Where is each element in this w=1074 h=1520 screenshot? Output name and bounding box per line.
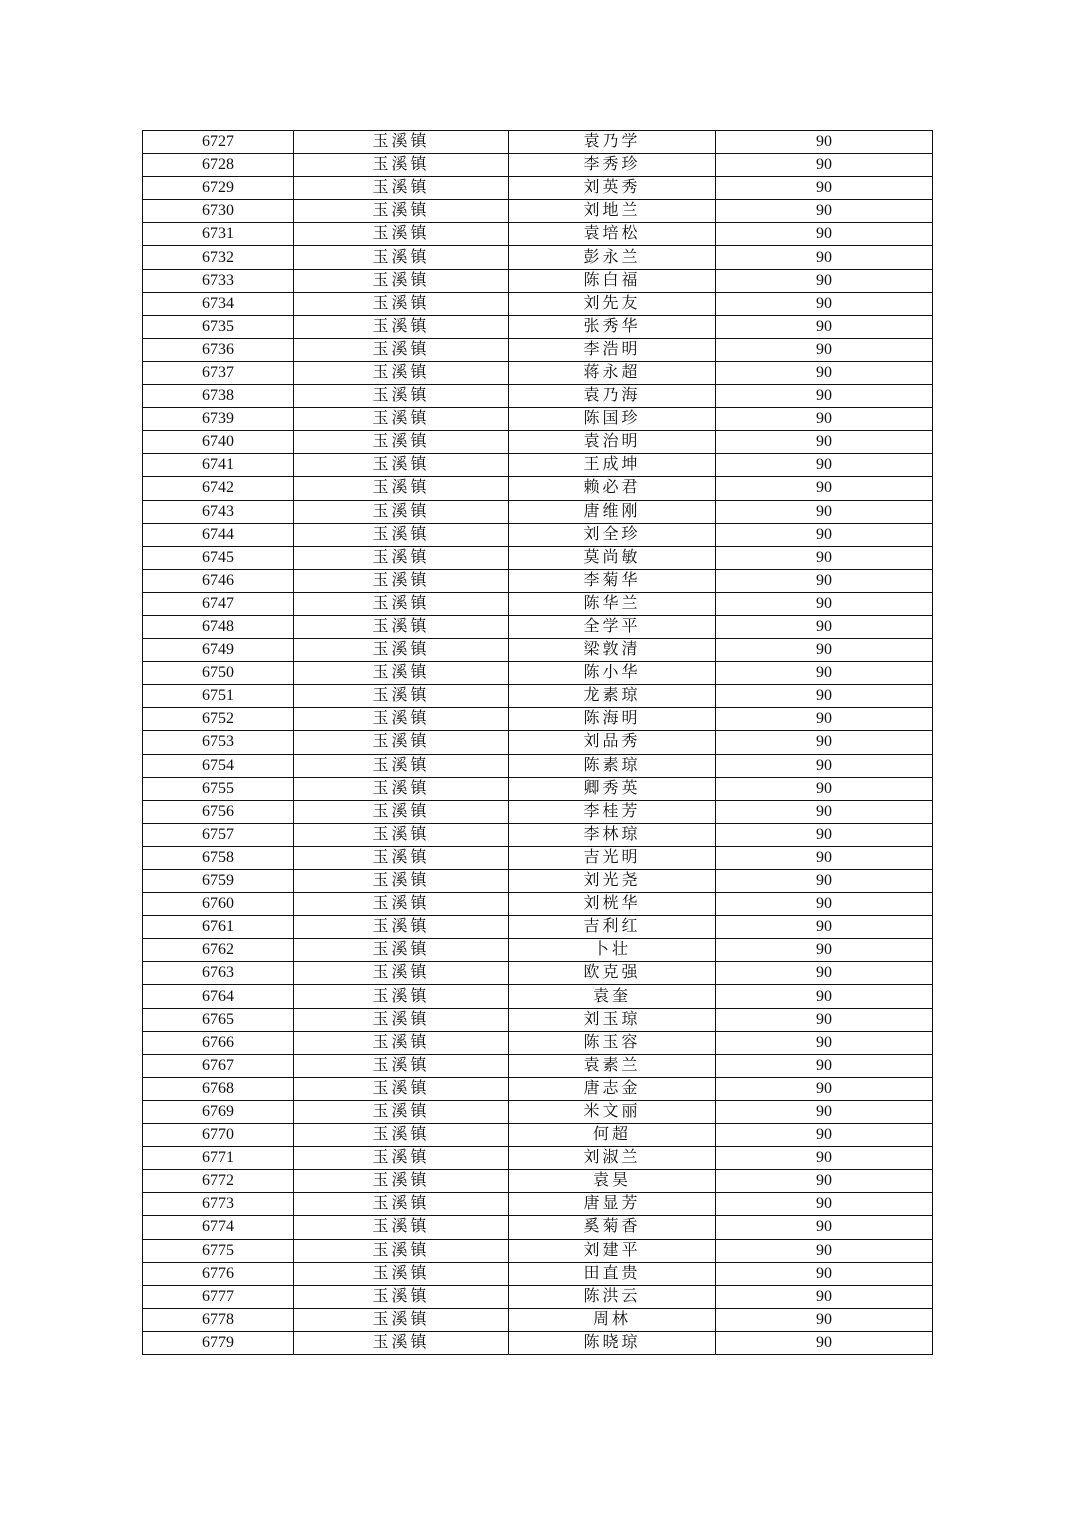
- town-cell: 玉溪镇: [294, 177, 509, 200]
- amount-cell: 90: [716, 500, 933, 523]
- row-number-cell: 6740: [143, 431, 294, 454]
- town-cell: 玉溪镇: [294, 962, 509, 985]
- row-number-cell: 6760: [143, 893, 294, 916]
- row-number-cell: 6754: [143, 754, 294, 777]
- town-cell: 玉溪镇: [294, 639, 509, 662]
- town-cell: 玉溪镇: [294, 939, 509, 962]
- name-cell: 梁敦清: [509, 639, 716, 662]
- table-row: [143, 777, 933, 800]
- table-row: [143, 246, 933, 269]
- name-cell: 刘品秀: [509, 731, 716, 754]
- town-cell: 玉溪镇: [294, 777, 509, 800]
- row-number-cell: 6755: [143, 777, 294, 800]
- name-cell: 唐显芳: [509, 1193, 716, 1216]
- name-cell: 刘淑兰: [509, 1147, 716, 1170]
- town-cell: 玉溪镇: [294, 1170, 509, 1193]
- row-number-cell: 6743: [143, 500, 294, 523]
- row-number-cell: 6756: [143, 800, 294, 823]
- name-cell: 吉利红: [509, 916, 716, 939]
- name-cell: 刘建平: [509, 1239, 716, 1262]
- table-row: [143, 177, 933, 200]
- town-cell: 玉溪镇: [294, 615, 509, 638]
- row-number-cell: 6741: [143, 454, 294, 477]
- amount-cell: 90: [716, 1308, 933, 1331]
- town-cell: 玉溪镇: [294, 454, 509, 477]
- table-row: [143, 315, 933, 338]
- row-number-cell: 6742: [143, 477, 294, 500]
- row-number-cell: 6761: [143, 916, 294, 939]
- name-cell: 蒋永超: [509, 361, 716, 384]
- name-cell: 袁治明: [509, 431, 716, 454]
- table-row: [143, 800, 933, 823]
- town-cell: 玉溪镇: [294, 292, 509, 315]
- name-cell: 刘全珍: [509, 523, 716, 546]
- name-cell: 欧克强: [509, 962, 716, 985]
- table-row: [143, 338, 933, 361]
- roster-table: [142, 130, 933, 1355]
- town-cell: 玉溪镇: [294, 731, 509, 754]
- row-number-cell: 6735: [143, 315, 294, 338]
- table-row: [143, 1216, 933, 1239]
- table-row: [143, 592, 933, 615]
- table-row: [143, 731, 933, 754]
- town-cell: 玉溪镇: [294, 361, 509, 384]
- amount-cell: 90: [716, 1031, 933, 1054]
- table-row: [143, 477, 933, 500]
- table-row: [143, 292, 933, 315]
- table-row: [143, 131, 933, 154]
- table-row: [143, 1239, 933, 1262]
- name-cell: 莫尚敏: [509, 546, 716, 569]
- town-cell: 玉溪镇: [294, 408, 509, 431]
- table-row: [143, 408, 933, 431]
- town-cell: 玉溪镇: [294, 1100, 509, 1123]
- row-number-cell: 6779: [143, 1331, 294, 1354]
- amount-cell: 90: [716, 1216, 933, 1239]
- town-cell: 玉溪镇: [294, 662, 509, 685]
- table-row: [143, 1054, 933, 1077]
- row-number-cell: 6736: [143, 338, 294, 361]
- town-cell: 玉溪镇: [294, 1008, 509, 1031]
- row-number-cell: 6729: [143, 177, 294, 200]
- amount-cell: 90: [716, 523, 933, 546]
- town-cell: 玉溪镇: [294, 846, 509, 869]
- town-cell: 玉溪镇: [294, 592, 509, 615]
- row-number-cell: 6750: [143, 662, 294, 685]
- row-number-cell: 6769: [143, 1100, 294, 1123]
- town-cell: 玉溪镇: [294, 1285, 509, 1308]
- amount-cell: 90: [716, 962, 933, 985]
- amount-cell: 90: [716, 154, 933, 177]
- town-cell: 玉溪镇: [294, 338, 509, 361]
- table-row: [143, 985, 933, 1008]
- row-number-cell: 6768: [143, 1077, 294, 1100]
- name-cell: 袁培松: [509, 223, 716, 246]
- row-number-cell: 6771: [143, 1147, 294, 1170]
- table-row: [143, 431, 933, 454]
- name-cell: 唐维刚: [509, 500, 716, 523]
- name-cell: 陈海明: [509, 708, 716, 731]
- row-number-cell: 6753: [143, 731, 294, 754]
- name-cell: 李秀珍: [509, 154, 716, 177]
- row-number-cell: 6732: [143, 246, 294, 269]
- name-cell: 龙素琼: [509, 685, 716, 708]
- table-row: [143, 1124, 933, 1147]
- table-row: [143, 846, 933, 869]
- amount-cell: 90: [716, 592, 933, 615]
- table-row: [143, 754, 933, 777]
- name-cell: 袁乃海: [509, 385, 716, 408]
- town-cell: 玉溪镇: [294, 477, 509, 500]
- table-row: [143, 1170, 933, 1193]
- amount-cell: 90: [716, 1008, 933, 1031]
- town-cell: 玉溪镇: [294, 200, 509, 223]
- row-number-cell: 6763: [143, 962, 294, 985]
- town-cell: 玉溪镇: [294, 246, 509, 269]
- row-number-cell: 6773: [143, 1193, 294, 1216]
- table-row: [143, 708, 933, 731]
- row-number-cell: 6731: [143, 223, 294, 246]
- name-cell: 陈玉容: [509, 1031, 716, 1054]
- amount-cell: 90: [716, 1054, 933, 1077]
- amount-cell: 90: [716, 292, 933, 315]
- amount-cell: 90: [716, 200, 933, 223]
- table-row: [143, 962, 933, 985]
- name-cell: 唐志金: [509, 1077, 716, 1100]
- name-cell: 米文丽: [509, 1100, 716, 1123]
- amount-cell: 90: [716, 1239, 933, 1262]
- amount-cell: 90: [716, 269, 933, 292]
- row-number-cell: 6744: [143, 523, 294, 546]
- name-cell: 陈素琼: [509, 754, 716, 777]
- row-number-cell: 6759: [143, 870, 294, 893]
- amount-cell: 90: [716, 823, 933, 846]
- amount-cell: 90: [716, 246, 933, 269]
- amount-cell: 90: [716, 615, 933, 638]
- town-cell: 玉溪镇: [294, 1031, 509, 1054]
- row-number-cell: 6774: [143, 1216, 294, 1239]
- row-number-cell: 6746: [143, 569, 294, 592]
- town-cell: 玉溪镇: [294, 1077, 509, 1100]
- town-cell: 玉溪镇: [294, 1054, 509, 1077]
- name-cell: 袁素兰: [509, 1054, 716, 1077]
- row-number-cell: 6765: [143, 1008, 294, 1031]
- row-number-cell: 6757: [143, 823, 294, 846]
- table-row: [143, 893, 933, 916]
- amount-cell: 90: [716, 131, 933, 154]
- amount-cell: 90: [716, 1193, 933, 1216]
- table-row: [143, 1147, 933, 1170]
- name-cell: 陈洪云: [509, 1285, 716, 1308]
- row-number-cell: 6776: [143, 1262, 294, 1285]
- amount-cell: 90: [716, 431, 933, 454]
- town-cell: 玉溪镇: [294, 569, 509, 592]
- town-cell: 玉溪镇: [294, 546, 509, 569]
- name-cell: 李菊华: [509, 569, 716, 592]
- row-number-cell: 6764: [143, 985, 294, 1008]
- amount-cell: 90: [716, 754, 933, 777]
- table-row: [143, 1031, 933, 1054]
- amount-cell: 90: [716, 546, 933, 569]
- table-row: [143, 1100, 933, 1123]
- name-cell: 奚菊香: [509, 1216, 716, 1239]
- table-row: [143, 1262, 933, 1285]
- town-cell: 玉溪镇: [294, 685, 509, 708]
- amount-cell: 90: [716, 315, 933, 338]
- row-number-cell: 6748: [143, 615, 294, 638]
- amount-cell: 90: [716, 777, 933, 800]
- amount-cell: 90: [716, 800, 933, 823]
- table-row: [143, 1077, 933, 1100]
- name-cell: 刘光尧: [509, 870, 716, 893]
- town-cell: 玉溪镇: [294, 870, 509, 893]
- town-cell: 玉溪镇: [294, 154, 509, 177]
- row-number-cell: 6727: [143, 131, 294, 154]
- table-row: [143, 939, 933, 962]
- name-cell: 陈国珍: [509, 408, 716, 431]
- name-cell: 李浩明: [509, 338, 716, 361]
- row-number-cell: 6738: [143, 385, 294, 408]
- name-cell: 全学平: [509, 615, 716, 638]
- amount-cell: 90: [716, 916, 933, 939]
- town-cell: 玉溪镇: [294, 385, 509, 408]
- table-row: [143, 385, 933, 408]
- town-cell: 玉溪镇: [294, 916, 509, 939]
- table-row: [143, 662, 933, 685]
- table-row: [143, 1331, 933, 1354]
- town-cell: 玉溪镇: [294, 1147, 509, 1170]
- name-cell: 李林琼: [509, 823, 716, 846]
- amount-cell: 90: [716, 939, 933, 962]
- town-cell: 玉溪镇: [294, 1331, 509, 1354]
- amount-cell: 90: [716, 385, 933, 408]
- name-cell: 卜壮: [509, 939, 716, 962]
- name-cell: 袁昊: [509, 1170, 716, 1193]
- row-number-cell: 6739: [143, 408, 294, 431]
- name-cell: 张秀华: [509, 315, 716, 338]
- table-row: [143, 639, 933, 662]
- row-number-cell: 6767: [143, 1054, 294, 1077]
- table-row: [143, 523, 933, 546]
- amount-cell: 90: [716, 1100, 933, 1123]
- amount-cell: 90: [716, 361, 933, 384]
- town-cell: 玉溪镇: [294, 315, 509, 338]
- amount-cell: 90: [716, 1077, 933, 1100]
- town-cell: 玉溪镇: [294, 985, 509, 1008]
- town-cell: 玉溪镇: [294, 431, 509, 454]
- town-cell: 玉溪镇: [294, 1124, 509, 1147]
- amount-cell: 90: [716, 870, 933, 893]
- amount-cell: 90: [716, 1170, 933, 1193]
- table-row: [143, 685, 933, 708]
- town-cell: 玉溪镇: [294, 269, 509, 292]
- row-number-cell: 6770: [143, 1124, 294, 1147]
- table-row: [143, 154, 933, 177]
- name-cell: 陈晓琼: [509, 1331, 716, 1354]
- row-number-cell: 6733: [143, 269, 294, 292]
- row-number-cell: 6777: [143, 1285, 294, 1308]
- amount-cell: 90: [716, 731, 933, 754]
- town-cell: 玉溪镇: [294, 1239, 509, 1262]
- amount-cell: 90: [716, 1331, 933, 1354]
- name-cell: 卿秀英: [509, 777, 716, 800]
- table-row: [143, 1285, 933, 1308]
- town-cell: 玉溪镇: [294, 800, 509, 823]
- row-number-cell: 6734: [143, 292, 294, 315]
- amount-cell: 90: [716, 1262, 933, 1285]
- amount-cell: 90: [716, 454, 933, 477]
- table-row: [143, 870, 933, 893]
- row-number-cell: 6758: [143, 846, 294, 869]
- row-number-cell: 6751: [143, 685, 294, 708]
- name-cell: 王成坤: [509, 454, 716, 477]
- town-cell: 玉溪镇: [294, 823, 509, 846]
- town-cell: 玉溪镇: [294, 708, 509, 731]
- row-number-cell: 6778: [143, 1308, 294, 1331]
- table-row: [143, 615, 933, 638]
- amount-cell: 90: [716, 569, 933, 592]
- town-cell: 玉溪镇: [294, 223, 509, 246]
- amount-cell: 90: [716, 1285, 933, 1308]
- amount-cell: 90: [716, 177, 933, 200]
- row-number-cell: 6737: [143, 361, 294, 384]
- name-cell: 刘桄华: [509, 893, 716, 916]
- town-cell: 玉溪镇: [294, 754, 509, 777]
- town-cell: 玉溪镇: [294, 1216, 509, 1239]
- amount-cell: 90: [716, 662, 933, 685]
- name-cell: 刘玉琼: [509, 1008, 716, 1031]
- name-cell: 袁奎: [509, 985, 716, 1008]
- table-row: [143, 1308, 933, 1331]
- name-cell: 刘先友: [509, 292, 716, 315]
- table-row: [143, 569, 933, 592]
- name-cell: 田直贵: [509, 1262, 716, 1285]
- table-row: [143, 223, 933, 246]
- row-number-cell: 6745: [143, 546, 294, 569]
- table-row: [143, 200, 933, 223]
- name-cell: 吉光明: [509, 846, 716, 869]
- name-cell: 赖必君: [509, 477, 716, 500]
- name-cell: 刘英秀: [509, 177, 716, 200]
- table-row: [143, 823, 933, 846]
- table-row: [143, 1008, 933, 1031]
- name-cell: 李桂芳: [509, 800, 716, 823]
- town-cell: 玉溪镇: [294, 1193, 509, 1216]
- amount-cell: 90: [716, 338, 933, 361]
- amount-cell: 90: [716, 685, 933, 708]
- amount-cell: 90: [716, 639, 933, 662]
- town-cell: 玉溪镇: [294, 500, 509, 523]
- name-cell: 彭永兰: [509, 246, 716, 269]
- row-number-cell: 6749: [143, 639, 294, 662]
- amount-cell: 90: [716, 846, 933, 869]
- town-cell: 玉溪镇: [294, 1262, 509, 1285]
- row-number-cell: 6772: [143, 1170, 294, 1193]
- name-cell: 刘地兰: [509, 200, 716, 223]
- table-row: [143, 546, 933, 569]
- table-row: [143, 500, 933, 523]
- amount-cell: 90: [716, 893, 933, 916]
- table-row: [143, 269, 933, 292]
- row-number-cell: 6775: [143, 1239, 294, 1262]
- amount-cell: 90: [716, 223, 933, 246]
- amount-cell: 90: [716, 985, 933, 1008]
- table-row: [143, 454, 933, 477]
- amount-cell: 90: [716, 408, 933, 431]
- name-cell: 陈白福: [509, 269, 716, 292]
- name-cell: 周林: [509, 1308, 716, 1331]
- row-number-cell: 6752: [143, 708, 294, 731]
- table-row: [143, 1193, 933, 1216]
- name-cell: 陈华兰: [509, 592, 716, 615]
- town-cell: 玉溪镇: [294, 131, 509, 154]
- row-number-cell: 6728: [143, 154, 294, 177]
- amount-cell: 90: [716, 708, 933, 731]
- table-row: [143, 916, 933, 939]
- roster-table-body: [143, 131, 933, 1355]
- row-number-cell: 6747: [143, 592, 294, 615]
- town-cell: 玉溪镇: [294, 1308, 509, 1331]
- name-cell: 袁乃学: [509, 131, 716, 154]
- town-cell: 玉溪镇: [294, 893, 509, 916]
- row-number-cell: 6762: [143, 939, 294, 962]
- amount-cell: 90: [716, 1147, 933, 1170]
- amount-cell: 90: [716, 1124, 933, 1147]
- table-row: [143, 361, 933, 384]
- amount-cell: 90: [716, 477, 933, 500]
- name-cell: 陈小华: [509, 662, 716, 685]
- row-number-cell: 6766: [143, 1031, 294, 1054]
- row-number-cell: 6730: [143, 200, 294, 223]
- town-cell: 玉溪镇: [294, 523, 509, 546]
- name-cell: 何超: [509, 1124, 716, 1147]
